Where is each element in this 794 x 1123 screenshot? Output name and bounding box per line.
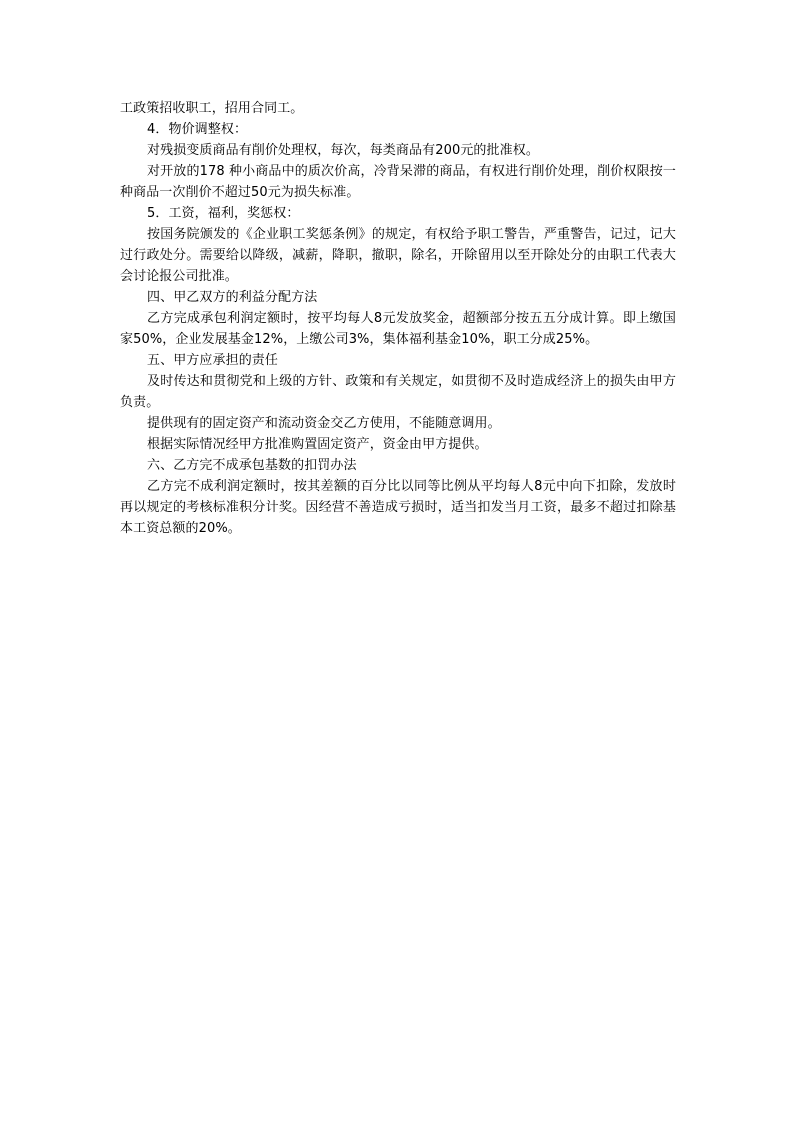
body-paragraph: 对开放的178 种小商品中的质次价高，冷背呆滞的商品，有权进行削价处理，削价权限按一种商品一次削价不超过50元为损失标准。 [120, 164, 676, 200]
body-paragraph: 对残损变质商品有削价处理权，每次，每类商品有200元的批准权。 [147, 143, 539, 158]
body-paragraph: 按国务院颁发的《企业职工奖惩条例》的规定，有权给予职工警告，严重警告，记过，记大过行政处分。需要给以降级，减薪，降职，撤职，除名，开除留用以至开除处分的由职工代表大会讨论报公司批准。 [120, 227, 676, 284]
body-paragraph: 提供现有的固定资产和流动资金交乙方使用，不能随意调用。 [147, 416, 501, 431]
body-paragraph: 工政策招收职工，招用合同工。 [120, 101, 304, 116]
body-paragraph: 根据实际情况经甲方批准购置固定资产，资金由甲方提供。 [147, 437, 488, 452]
body-paragraph: 乙方完成承包利润定额时，按平均每人8元发放奖金，超额部分按五五分成计算。即上缴国家50%，企业发展基金12%，上缴公司3%，集体福利基金10%，职工分成25%。 [120, 311, 676, 347]
section-item-heading: 5．工资，福利，奖惩权： [147, 206, 300, 221]
section-heading: 四、甲乙双方的利益分配方法 [147, 290, 318, 305]
body-paragraph: 及时传达和贯彻党和上级的方针、政策和有关规定，如贯彻不及时造成经济上的损失由甲方负责。 [120, 374, 676, 410]
document-page [120, 98, 676, 539]
section-heading: 五、甲方应承担的责任 [147, 353, 279, 368]
section-item-heading: 4．物价调整权： [147, 122, 248, 137]
body-paragraph: 乙方完不成利润定额时，按其差额的百分比以同等比例从平均每人8元中向下扣除，发放时再以规定的考核标准积分计奖。因经营不善造成亏损时，适当扣发当月工资，最多不超过扣除基本工资总额的20%。 [120, 479, 676, 536]
section-heading: 六、乙方完不成承包基数的扣罚办法 [147, 458, 357, 473]
